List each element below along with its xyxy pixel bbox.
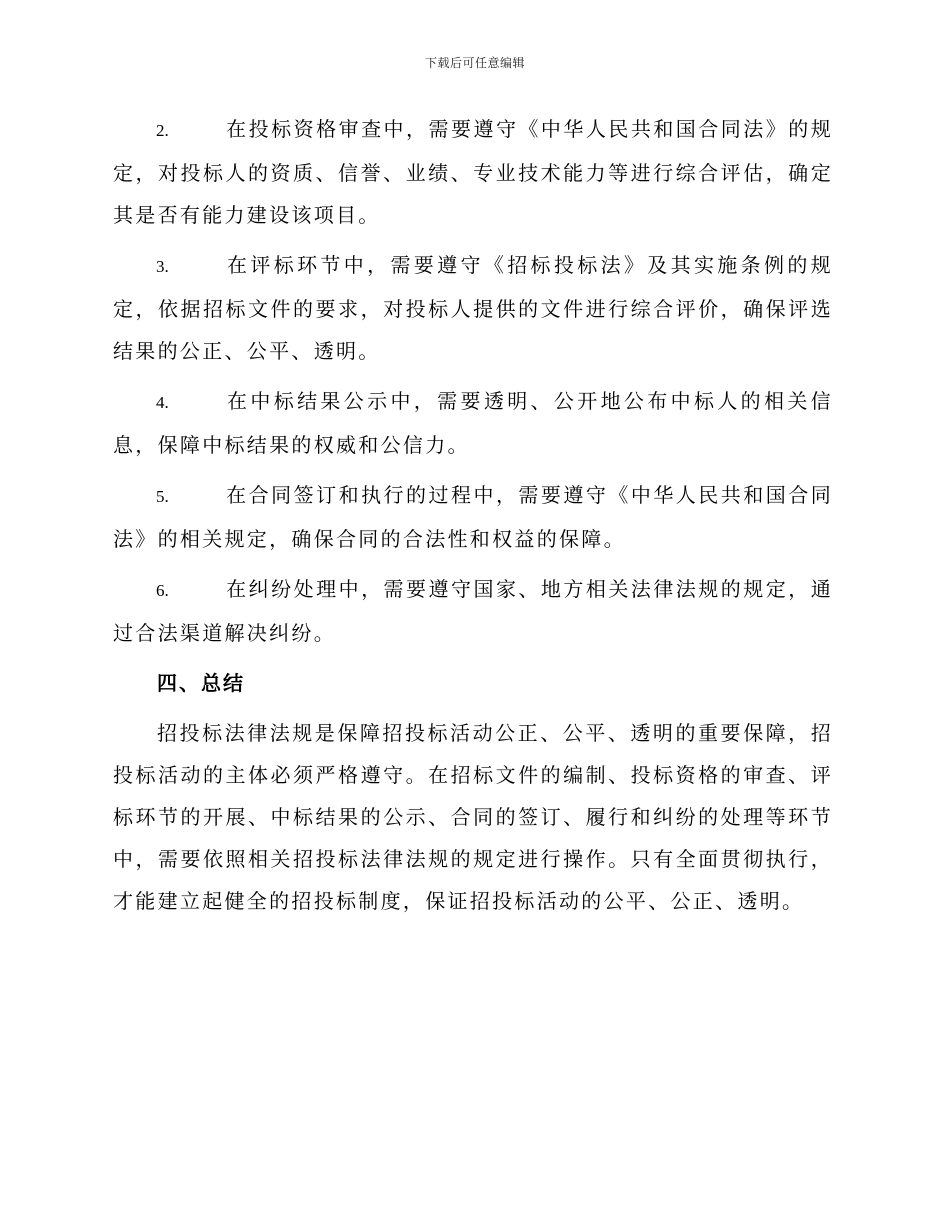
list-item-text: 在纠纷处理中，需要遵守国家、地方相关法律法规的规定，通过合法渠道解决纠纷。 <box>113 577 833 645</box>
list-item-text: 在投标资格审查中，需要遵守《中华人民共和国合同法》的规定，对投标人的资质、信誉、业绩、专业技术能力等进行综合评估，确定其是否有能力建设该项目。 <box>113 117 833 227</box>
page-header: 下载后可任意编辑 <box>424 56 525 70</box>
list-item-text: 在中标结果公示中，需要透明、公开地公布中标人的相关信息，保障中标结果的权威和公信力。 <box>113 389 833 457</box>
list-item-number: 6. <box>156 581 169 600</box>
list-item-number: 5. <box>156 487 169 506</box>
list-item-number: 4. <box>156 393 169 412</box>
section-heading: 四、总结 <box>157 671 245 695</box>
list-item-4 <box>113 380 833 466</box>
summary-paragraph: 招投标法律法规是保障招投标活动公正、公平、透明的重要保障，招投标活动的主体必须严格遵守。在招标文件的编制、投标资格的审查、评标环节的开展、中标结果的公示、合同的签订、履行和纠纷的处理等环节中，需要依照相关招投标法律法规的规定进行操作。只有全面贯彻执行，才能建立起健全的招投标制度，保证招投标活动的公平、公正、透明。 <box>113 721 833 913</box>
document-body <box>113 108 833 930</box>
list-item-3 <box>113 244 833 372</box>
list-item-text: 在合同签订和执行的过程中，需要遵守《中华人民共和国合同法》的相关规定，确保合同的合法性和权益的保障。 <box>113 483 833 551</box>
list-item-5 <box>113 474 833 560</box>
list-item-text: 在评标环节中，需要遵守《招标投标法》及其实施条例的规定，依据招标文件的要求，对投标人提供的文件进行综合评价，确保评选结果的公正、公平、透明。 <box>113 253 833 363</box>
list-item-number: 3. <box>156 257 169 276</box>
list-item-6 <box>113 568 833 654</box>
list-item-number: 2. <box>156 121 169 140</box>
list-item-2 <box>113 108 833 236</box>
